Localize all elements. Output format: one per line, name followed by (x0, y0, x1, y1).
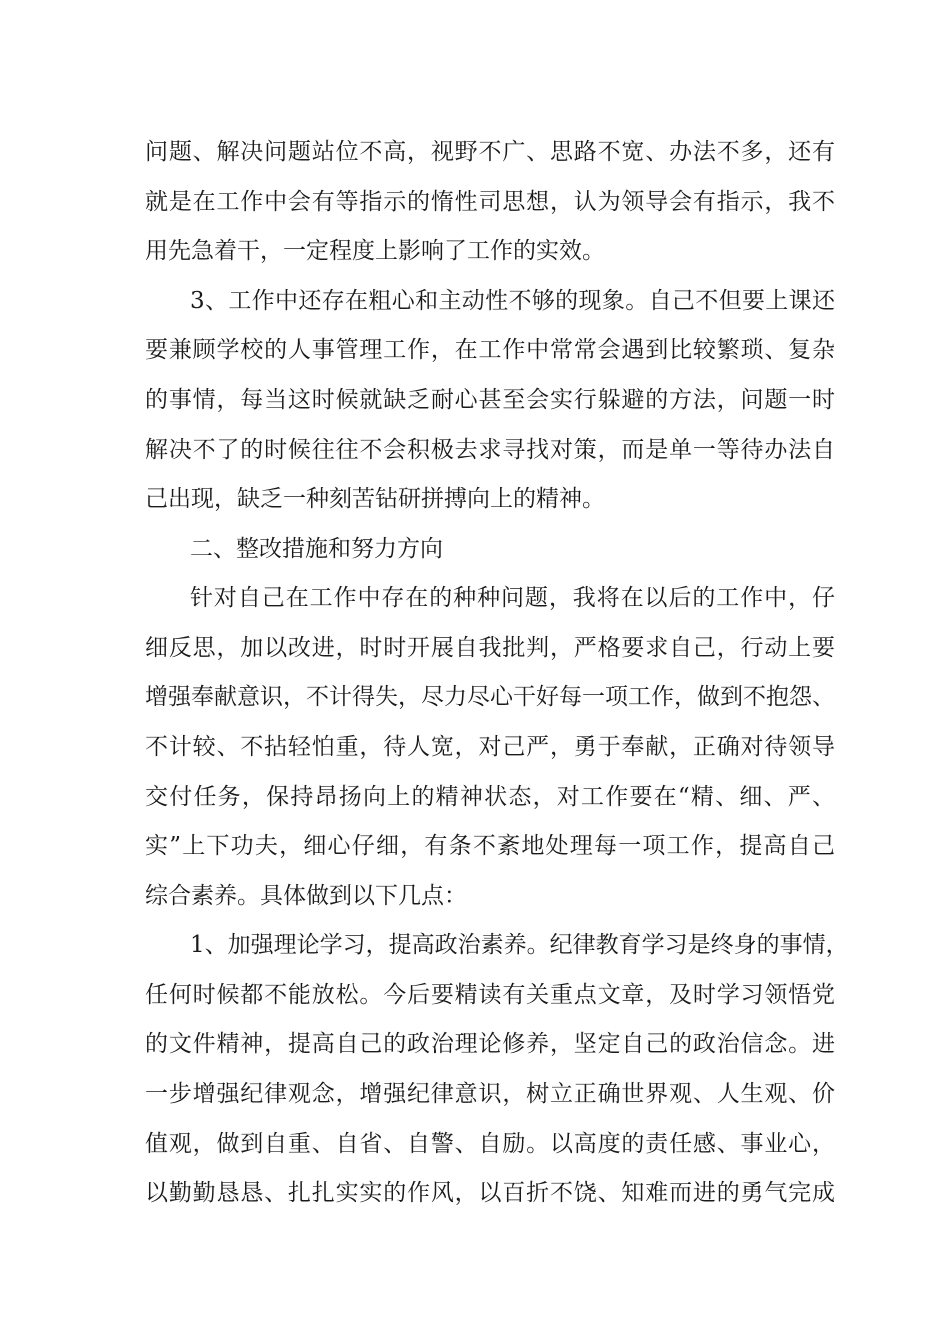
text-line-18: 任何时候都不能放松。今后要精读有关重点文章，及时学习领悟党 (145, 982, 835, 1008)
text-line-10: 针对自己在工作中存在的种种问题，我将在以后的工作中，仔 (190, 585, 835, 611)
text-line-6: 的事情，每当这时候就缺乏耐心甚至会实行躲避的方法，问题一时 (145, 387, 835, 413)
text-line-15: 实”上下功夫，细心仔细，有条不紊地处理每一项工作，提高自己 (145, 833, 835, 859)
text-line-21: 值观，做到自重、自省、自警、自励。以高度的责任感、事业心， (145, 1131, 835, 1157)
text-line-1: 问题、解决问题站位不高，视野不广、思路不宽、办法不多，还有 (145, 139, 835, 165)
text-line-7: 解决不了的时候往往不会积极去求寻找对策，而是单一等待办法自 (145, 437, 835, 463)
text-line-17: 1、加强理论学习，提高政治素养。纪律教育学习是终身的事情， (190, 932, 849, 958)
text-line-4: 3、工作中还存在粗心和主动性不够的现象。自己不但要上课还 (190, 288, 835, 314)
text-line-22: 以勤勤恳恳、扎扎实实的作风，以百折不饶、知难而进的勇气完成 (145, 1180, 835, 1206)
text-line-20: 一步增强纪律观念，增强纪律意识，树立正确世界观、人生观、价 (145, 1081, 835, 1107)
text-line-16: 综合素养。具体做到以下几点： (145, 883, 467, 909)
text-line-12: 增强奉献意识，不计得失，尽力尽心干好每一项工作，做到不抱怨、 (145, 684, 835, 710)
text-line-2: 就是在工作中会有等指示的惰性司思想，认为领导会有指示，我不 (145, 189, 835, 215)
text-line-3: 用先急着干，一定程度上影响了工作的实效。 (145, 238, 605, 264)
text-line-5: 要兼顾学校的人事管理工作，在工作中常常会遇到比较繁琐、复杂 (145, 337, 835, 363)
text-line-13: 不计较、不拈轻怕重，待人宽，对己严，勇于奉献，正确对待领导 (145, 734, 835, 760)
text-line-14: 交付任务，保持昂扬向上的精神状态，对工作要在“精、细、严、 (145, 784, 835, 810)
text-line-11: 细反思，加以改进，时时开展自我批判，严格要求自己，行动上要 (145, 635, 835, 661)
text-line-8: 己出现，缺乏一种刻苦钻研拼搏向上的精神。 (145, 486, 605, 512)
text-line-19: 的文件精神，提高自己的政治理论修养，坚定自己的政治信念。进 (145, 1031, 835, 1057)
section-heading: 二、整改措施和努力方向 (190, 536, 443, 562)
